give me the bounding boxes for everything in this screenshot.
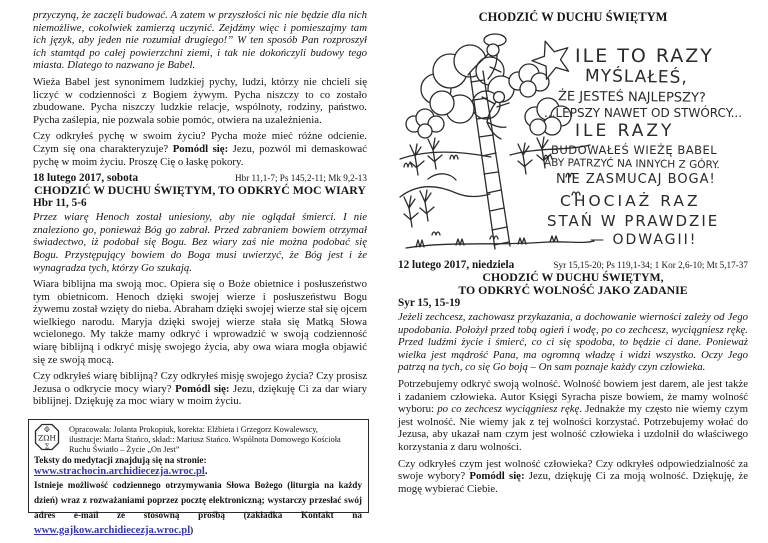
right-prayer-paragraph: [398, 458, 748, 496]
right-entry-date: 12 lutego 2017, niedziela: [398, 259, 515, 271]
paragraph-pycha-prayer: [33, 130, 367, 168]
pray-label: Pomódl się:: [469, 470, 525, 483]
credits-line-2: ilustracje: Marta Stańco, skład:: Mariusz Stańco. Wspólnota Domowego Kościoła: [69, 434, 341, 444]
logo-zoe: ΖΩΗ: [38, 433, 56, 443]
credits-line-1: Opracowała: Jolanta Prokopiuk, korekta: Elżbieta i Grzegorz Kowalewscy,: [69, 425, 318, 434]
left-scripture: Przez wiarę Henoch został uniesiony, aby nie oglądał śmierci. I nie znaleziono go, ponieważ Bóg go zabrał. Przed zabraniem bowiem otrzymał świadectwo, iż podobał się Bogu. Bez wiary zaś nie można podobać się Bogu. Przystępujący bowiem do Boga musi uwierzyć, że Bóg jest i że wynagradza tych, którzy Go szukają.: [33, 211, 367, 274]
right-entry-title-line1: CHODZIĆ W DUCHU ŚWIĘTYM,: [482, 270, 664, 284]
credits-line-3: Ruchu Światło – Życie „On Jest”: [69, 444, 180, 454]
meditation-texts-note: Teksty do medytacji znajdują się na stronie:: [34, 454, 207, 465]
babel-ladder-illustration: [398, 27, 768, 257]
right-prayer-text: Jezu, dziękuję Ci za moją wolność. Dziękuję, że mogę wybierać Ciebie.: [398, 470, 748, 495]
cloud-small-right: [509, 64, 549, 97]
right-entry-readings: Syr 15,15-20; Ps 119,1-34; 1 Kor 2,6-10; Mt 5,17-37: [553, 260, 748, 270]
handwritten-line-2: MYŚLAŁEŚ,: [584, 66, 688, 88]
right-entry: [398, 259, 748, 495]
newsletter-text: Istnieje możliwość codziennego otrzymywania Słowa Bożego (liturgia na każdy dzień) wraz z rozważaniami poprzez pocztę elektroniczną; wystarczy przesłać swój adres e-mail ze stosowną prośbą (zakładka Kontakt na: [34, 480, 362, 520]
strachocin-link-line: [34, 466, 362, 479]
handwritten-line-11: — ODWAGII!: [590, 232, 698, 248]
pycha-question: Czy odkryłeś pychę w swoim życiu? Pycha może mieć różne odcienie. Czym się ona charakteryzuje?: [33, 130, 367, 155]
right-prayer-question: Czy odkryłeś czym jest wolność człowieka? Czy odkryłeś odpowiedzialność za swoje wybory?: [398, 457, 748, 483]
handwritten-line-8: NIE ZASMUCAJ BOGA!: [556, 172, 716, 187]
pray-label: Pomódl się:: [175, 382, 230, 395]
right-scripture: Jeżeli zechcesz, zachowasz przykazania, a dochowanie wierności zależy od Jego upodobania. Położył przed tobą ogień i wodę, po co zechcesz, wyciągniesz rękę. Przed ludźmi życie i śmierć, co ci się spodoba, to będzie ci dane. Ponieważ wielka jest mądrość Pana, ma ogromną władzę i widzi wszystko. Oczy Jego patrzą na tych, co się Go boją – On sam poznaje każdy czyn człowieka.: [398, 311, 748, 374]
footer-credits-box: [28, 419, 369, 536]
intro-scripture-continuation: przyczyną, że zaczęli budować. A zatem w przyszłości nic nie będzie dla nich niemożliwe, cokolwiek zamierzą uczynić. Zejdźmy więc i pomieszajmy tam ich język, aby jeden nie rozumiał drugiego!” W ten sposób Pan rozproszył ich stamtąd po całej powierzchni ziemi, i tak nie dokończyli budowy tego miasta. Dlatego to nazwano je Babel.: [33, 9, 367, 72]
newsletter-note: [34, 478, 362, 538]
logo-sigma: Σ: [44, 442, 50, 451]
left-entry-pericope: Hbr 11, 5-6: [33, 197, 87, 210]
right-entry-pericope: Syr 15, 15-19: [398, 297, 461, 309]
right-commentary-pre: Potrzebujemy odkryć swoją wolność. Wolność bowiem jest darem, ale jest także i zadaniem człowieka. Autor Księgi Syracha pisze bowiem, że mamy wolność wyboru:: [398, 377, 748, 416]
left-entry-date: 18 lutego 2017, sobota: [33, 172, 139, 185]
pycha-prayer-text: Jezu, pozwól mi demaskować pychę w moim życiu. Proszę Cię o łaskę pokory.: [33, 142, 368, 168]
handwritten-line-7: ABY PATRZYĆ NA INNYCH Z GÓRY.: [543, 156, 720, 172]
paragraph-babel: Wieża Babel jest synonimem ludzkiej pychy, ludzi, którzy nie chcieli się liczyć w codzienności z Bogiem żywym. Pycha niszczy to co zostało zbudowane. Pycha niszczy ludzkie relacje, wspólnoty, rodziny, państwo. Pycha zaślepia, nie pozwala sobie pomóc, otwiera na uzależnienia.: [33, 75, 367, 126]
left-column: [33, 9, 367, 412]
logo-phi: Φ: [44, 426, 50, 434]
left-prayer-text: Jezu, dziękuję Ci za dar wiary biblijnej. Dziękuję za moc wiary w moim życiu.: [33, 382, 367, 408]
credits-row: [34, 423, 362, 455]
right-entry-title-line2: TO ODKRYĆ WOLNOŚĆ JAKO ZADANIE: [458, 283, 688, 297]
gajkow-link[interactable]: www.gajkow.archidiecezja.wroc.pl: [34, 524, 191, 536]
right-commentary: [398, 378, 748, 454]
handwritten-line-5: ILE RAZY: [575, 121, 675, 141]
link-period: .: [204, 465, 208, 477]
left-prayer-question: Czy odkryłeś wiarę biblijną? Czy odkryłeś misję swojego życia? Czy prosisz Jezusa o odkrycie mocy wiary?: [33, 370, 367, 395]
strachocin-link[interactable]: www.strachocin.archidiecezja.wroc.pl: [34, 465, 205, 477]
newsletter-close-paren: ): [190, 524, 194, 535]
right-commentary-post: . Jednakże my często nie wiemy czym jest wolność. Nie wiemy jak z tej wolności korzystać. Potrzebujemy wołać do Jezusa, aby ukazał nam czym jest wolność człowieka i uzdolnił do właściwego korzystania z daru wolności.: [398, 403, 749, 453]
flowers: [404, 137, 551, 227]
credits-text: [69, 423, 341, 455]
cloud-big: [421, 45, 514, 123]
handwritten-line-9: CHOCIAŻ RAZ: [560, 192, 701, 210]
left-commentary: Wiara biblijna ma swoją moc. Opiera się o Boże obietnice i posłuszeństwo tym obietnicom. Henoch dzięki swojej wierze i posłuszeństwu Bogu żywemu został wzięty do nieba. Abraham dzięki swojej wierze stał się ojcem wielkiego narodu. Maryja dzięki swojej wierze stała się Matką Słowa wcielonego. My także mamy odkryć i wprowadzić w swoją codzienność wiarę biblijną i odkryć misję swojego życia, aby owa wiara mogła objawić się ze swoją mocą.: [33, 278, 367, 366]
left-entry-title: CHODZIĆ W DUCHU ŚWIĘTYM, TO ODKRYĆ MOC WIARY: [34, 183, 366, 198]
right-column: [398, 8, 768, 499]
handwritten-line-6: BUDOWAŁEŚ WIEŻĘ BABEL: [551, 143, 718, 157]
handwritten-line-3: ŻE JESTEŚ NAJLEPSZY?: [557, 89, 706, 106]
handwritten-line-1: ILE TO RAZY: [575, 45, 714, 67]
right-page-title: CHODZIĆ W DUCHU ŚWIĘTYM: [478, 10, 668, 24]
light-life-movement-logo-icon: [34, 423, 60, 453]
handwritten-line-10: STAŃ W PRAWDZIE: [547, 212, 720, 230]
left-prayer-paragraph: [33, 370, 367, 408]
right-commentary-quote: po co zechcesz wyciągniesz rękę: [437, 403, 580, 416]
pray-label: Pomódl się:: [172, 142, 229, 155]
left-entry-readings: Hbr 11,1-7; Ps 145,2-11; Mk 9,2-13: [234, 173, 367, 184]
handwritten-line-4: ...LEPSZY NAWET OD STWÓRCY...: [544, 106, 743, 120]
